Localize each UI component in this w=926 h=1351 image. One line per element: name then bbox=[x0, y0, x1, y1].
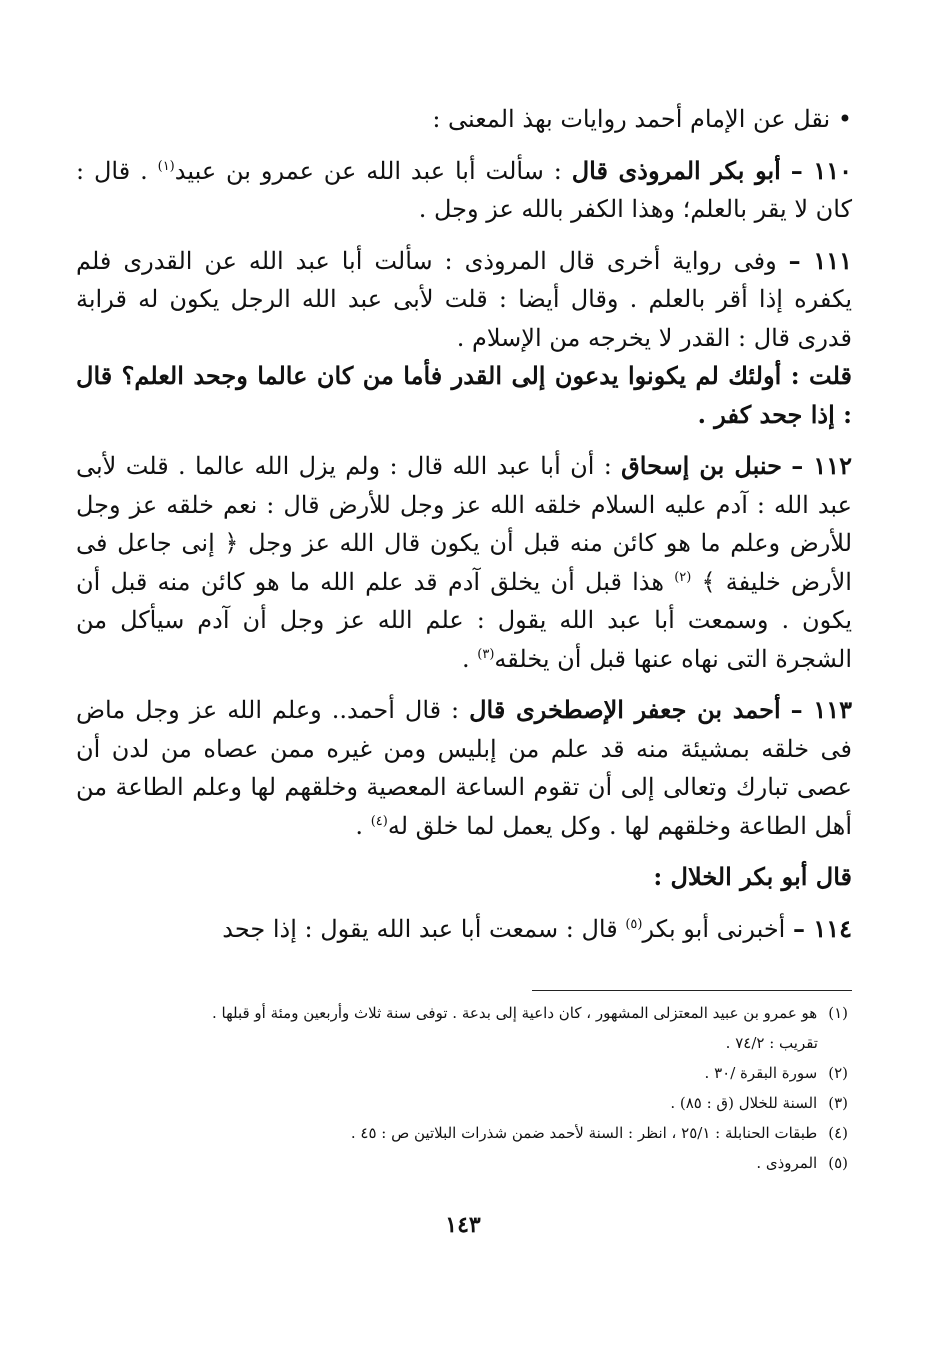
footnote-2 bbox=[76, 1058, 848, 1088]
footnote-3 bbox=[76, 1088, 848, 1118]
footnote-divider bbox=[532, 990, 852, 991]
footnote-4 bbox=[76, 1118, 848, 1148]
main-text bbox=[76, 100, 852, 948]
footnote-number: (٥) bbox=[828, 1154, 848, 1172]
paragraph-text: : قال أحمد.. وعلم الله عز وجل ماض فى خلقه بمشيئة منه قد علم من إبليس ومن غيره ممن عصاه من لدن أن عصى تبارك وتعالى إلى أن تقوم الساعة المعصية وخلقهم لها وعلم الطاعة من أهل الطاعة وخلقهم لها . وكل يعمل لما خلق له bbox=[76, 696, 852, 840]
footnote-text: المروذى . bbox=[756, 1154, 818, 1172]
footnote-ref: (٥) bbox=[625, 916, 643, 932]
item-number: ١١٢ – bbox=[791, 451, 852, 480]
paragraph-112 bbox=[76, 447, 852, 678]
footnote-ref: (٢) bbox=[674, 569, 692, 585]
paragraph-111-continued: قلت : أولئك لم يكونوا يدعون إلى القدر فأما من كان عالما وجحد العلم؟ قال : إذا جحد كفر . bbox=[76, 361, 852, 429]
footnote-ref: (٤) bbox=[370, 813, 388, 829]
paragraph-text: : سألت أبا عبد الله عن عمرو بن عبيد bbox=[174, 156, 562, 185]
narrator-name: أحمد بن جعفر الإصطخرى قال bbox=[469, 695, 781, 724]
narrator-name: أبو بكر المروذى قال bbox=[571, 155, 781, 185]
paragraph-text: . bbox=[462, 644, 470, 673]
footnote-text: هو عمرو بن عبيد المعتزلى المشهور ، كان داعية إلى بدعة . توفى سنة ثلاث وأربعين ومئة أو قبلها . bbox=[211, 1004, 818, 1022]
footnote-number: (٢) bbox=[828, 1064, 848, 1082]
paragraph-text: هذا قبل أن يخلق آدم قد علم الله ما هو كائن منه قبل أن يكون . وسمعت أبا عبد الله يقول : علم الله عز وجل أن آدم سيأكل من الشجرة التى نهاه عنها قبل أن يخلقه bbox=[76, 567, 852, 673]
footnote-ref: (٣) bbox=[477, 646, 495, 662]
footnote-number: (٣) bbox=[828, 1094, 848, 1112]
paragraph-110 bbox=[76, 152, 852, 229]
footnote-1 bbox=[76, 998, 848, 1028]
footnote-number: (٤) bbox=[828, 1124, 848, 1142]
footnotes bbox=[76, 998, 848, 1178]
paragraph-111 bbox=[76, 242, 852, 358]
footnote-text: طبقات الحنابلة : ٢٥/١ ، انظر : السنة لأحمد ضمن شذرات البلاتين ص : ٤٥ . bbox=[350, 1124, 818, 1142]
item-number: ١١٠ – bbox=[790, 155, 853, 185]
footnote-5 bbox=[76, 1148, 848, 1178]
paragraph-114 bbox=[76, 910, 852, 949]
paragraph-text: . قال : كان لا يقر بالعلم؛ وهذا الكفر بالله عز وجل . bbox=[76, 156, 852, 223]
paragraph-text: قال : سمعت أبا عبد الله يقول : إذا جحد bbox=[222, 914, 618, 943]
footnote-ref: (١) bbox=[157, 158, 175, 174]
footnote-text: السنة للخلال (ق : ٨٥) . bbox=[670, 1094, 818, 1112]
item-number: ١١٣ – bbox=[790, 695, 853, 724]
page-number: ١٤٣ bbox=[445, 1212, 481, 1238]
paragraph-text: وفى رواية أخرى قال المروذى : سألت أبا عبد الله عن القدرى فلم يكفره إذا أقر بالعلم . وقال أيضا : قلت لأبى عبد الله الرجل يكون له قرابة قدرى قال : القدر لا يخرجه من الإسلام . bbox=[76, 246, 852, 352]
intro-line: • نقل عن الإمام أحمد روايات بهذ المعنى : bbox=[432, 105, 852, 133]
footnote-number: (١) bbox=[828, 1004, 848, 1022]
paragraph-113 bbox=[76, 691, 852, 845]
footnote-text: سورة البقرة /٣٠ . bbox=[704, 1064, 818, 1082]
paragraph-text: أخبرنى أبو بكر bbox=[642, 914, 786, 943]
paragraph-text: . bbox=[355, 811, 364, 840]
item-number: ١١١ – bbox=[788, 245, 853, 275]
narrator-name: حنبل بن إسحاق bbox=[621, 451, 782, 480]
section-heading: قال أبو بكر الخلال : bbox=[653, 862, 852, 891]
item-number: ١١٤ – bbox=[792, 913, 852, 943]
paragraph-text: : أن أبا عبد الله قال : ولم يزل الله عالما . قلت لأبى عبد الله : آدم عليه السلام خلقه الله عز وجل للأرض قال : نعم خلقه عز وجل للأرض وعلم ما هو كائن منه قبل أن يكون قال الله عز وجل ﴿ إنى جاعل فى الأرض خليفة ﴾ bbox=[76, 452, 852, 596]
footnote-1-continued: تقريب : ٧٤/٢ . bbox=[725, 1034, 818, 1052]
